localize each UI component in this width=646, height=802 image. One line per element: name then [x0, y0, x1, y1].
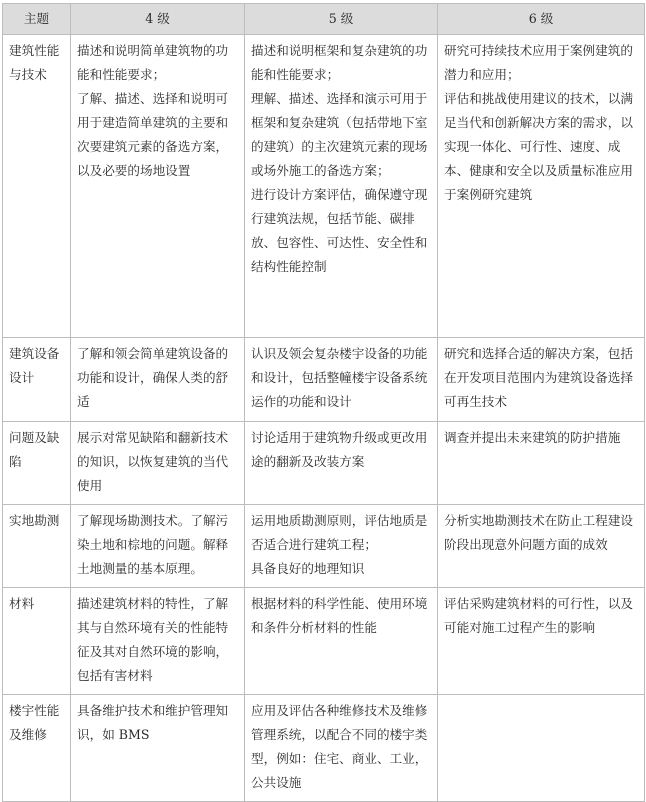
- header-level-6: 6 级: [438, 4, 645, 35]
- level-5-cell: [245, 505, 438, 588]
- cell-paragraph: 描述和说明简单建筑物的功能和性能要求；: [77, 43, 229, 82]
- cell-paragraph: 理解、描述、选择和演示可用于框架和复杂建筑（包括带地下室的建筑）的主次建筑元素的现场或场外施工的备选方案；: [251, 91, 428, 178]
- cell-paragraph: 根据材料的科学性能、使用环境和条件分析材料的性能: [251, 596, 428, 635]
- level-5-cell: [245, 588, 438, 695]
- cell-paragraph: 运用地质勘测原则，评估地质是否适合进行建筑工程；: [251, 513, 428, 552]
- table-row: [3, 422, 645, 505]
- level-4-cell: [71, 422, 245, 505]
- topic-cell: 建筑设备设计: [3, 338, 71, 422]
- cell-paragraph: 研究可持续技术应用于案例建筑的潜力和应用；: [444, 43, 633, 82]
- cell-paragraph: 研究和选择合适的解决方案，包括在开发项目范围内为建筑设备选择可再生技术: [444, 346, 633, 409]
- cell-paragraph: 分析实地勘测技术在防止工程建设阶段出现意外问题方面的成效: [444, 513, 633, 552]
- topic-cell: 实地勘测: [3, 505, 71, 588]
- topic-cell: 问题及缺陷: [3, 422, 71, 505]
- level-4-cell: [71, 35, 245, 338]
- cell-paragraph: 应用及评估各种维修技术及维修管理系统，以配合不同的楼宇类型，例如：住宅、商业、工业，公共设施: [251, 703, 428, 790]
- header-topic: 主题: [3, 4, 71, 35]
- table-row: [3, 338, 645, 422]
- header-row: [3, 4, 645, 35]
- level-5-cell: [245, 338, 438, 422]
- cell-paragraph: 了解、描述、选择和说明可用于建造简单建筑的主要和次要建筑元素的备选方案，以及必要的场地设置: [77, 91, 229, 178]
- level-5-cell: [245, 35, 438, 338]
- table-row: [3, 695, 645, 802]
- cell-paragraph: 具备维护技术和维护管理知识，如 BMS: [77, 703, 229, 742]
- level-6-cell: [438, 338, 645, 422]
- table-row: [3, 505, 645, 588]
- level-4-cell: [71, 695, 245, 802]
- level-6-cell: [438, 35, 645, 338]
- cell-paragraph: 了解现场勘测技术。了解污染土地和棕地的问题。解释土地测量的基本原理。: [77, 513, 229, 576]
- level-4-cell: [71, 505, 245, 588]
- level-4-cell: [71, 588, 245, 695]
- topic-cell: 楼宇性能及维修: [3, 695, 71, 802]
- cell-paragraph: 评估采购建筑材料的可行性，以及可能对施工过程产生的影响: [444, 596, 633, 635]
- level-5-cell: [245, 695, 438, 802]
- cell-paragraph: 调查并提出未来建筑的防护措施: [444, 430, 621, 445]
- level-6-cell: [438, 505, 645, 588]
- level-6-cell: [438, 422, 645, 505]
- level-4-cell: [71, 338, 245, 422]
- topic-cell: 建筑性能与技术: [3, 35, 71, 338]
- header-level-4: 4 级: [71, 4, 245, 35]
- level-6-cell: [438, 695, 645, 802]
- cell-paragraph: 评估和挑战使用建议的技术，以满足当代和创新解决方案的需求，以实现一体化、可行性、速度、成本、健康和安全以及质量标准应用于案例研究建筑: [444, 91, 633, 202]
- cell-paragraph: 描述建筑材料的特性，了解其与自然环境有关的性能特征及其对自然环境的影响，包括有害材料: [77, 596, 229, 683]
- cell-paragraph: 讨论适用于建筑物升级或更改用途的翻新及改装方案: [251, 430, 428, 469]
- header-level-5: 5 级: [245, 4, 438, 35]
- cell-paragraph: 展示对常见缺陷和翻新技术的知识，以恢复建筑的当代使用: [77, 430, 229, 493]
- level-6-cell: [438, 588, 645, 695]
- topic-cell: 材料: [3, 588, 71, 695]
- table-row: [3, 35, 645, 338]
- competency-table: [2, 3, 645, 802]
- cell-paragraph: 具备良好的地理知识: [251, 561, 365, 576]
- cell-paragraph: 进行设计方案评估，确保遵守现行建筑法规，包括节能、碳排放、包容性、可达性、安全性和结构性能控制: [251, 187, 428, 274]
- cell-paragraph: 了解和领会简单建筑设备的功能和设计，确保人类的舒适: [77, 346, 229, 409]
- level-5-cell: [245, 422, 438, 505]
- cell-paragraph: 描述和说明框架和复杂建筑的功能和性能要求；: [251, 43, 428, 82]
- table-row: [3, 588, 645, 695]
- cell-paragraph: 认识及领会复杂楼宇设备的功能和设计，包括整幢楼宇设备系统运作的功能和设计: [251, 346, 428, 409]
